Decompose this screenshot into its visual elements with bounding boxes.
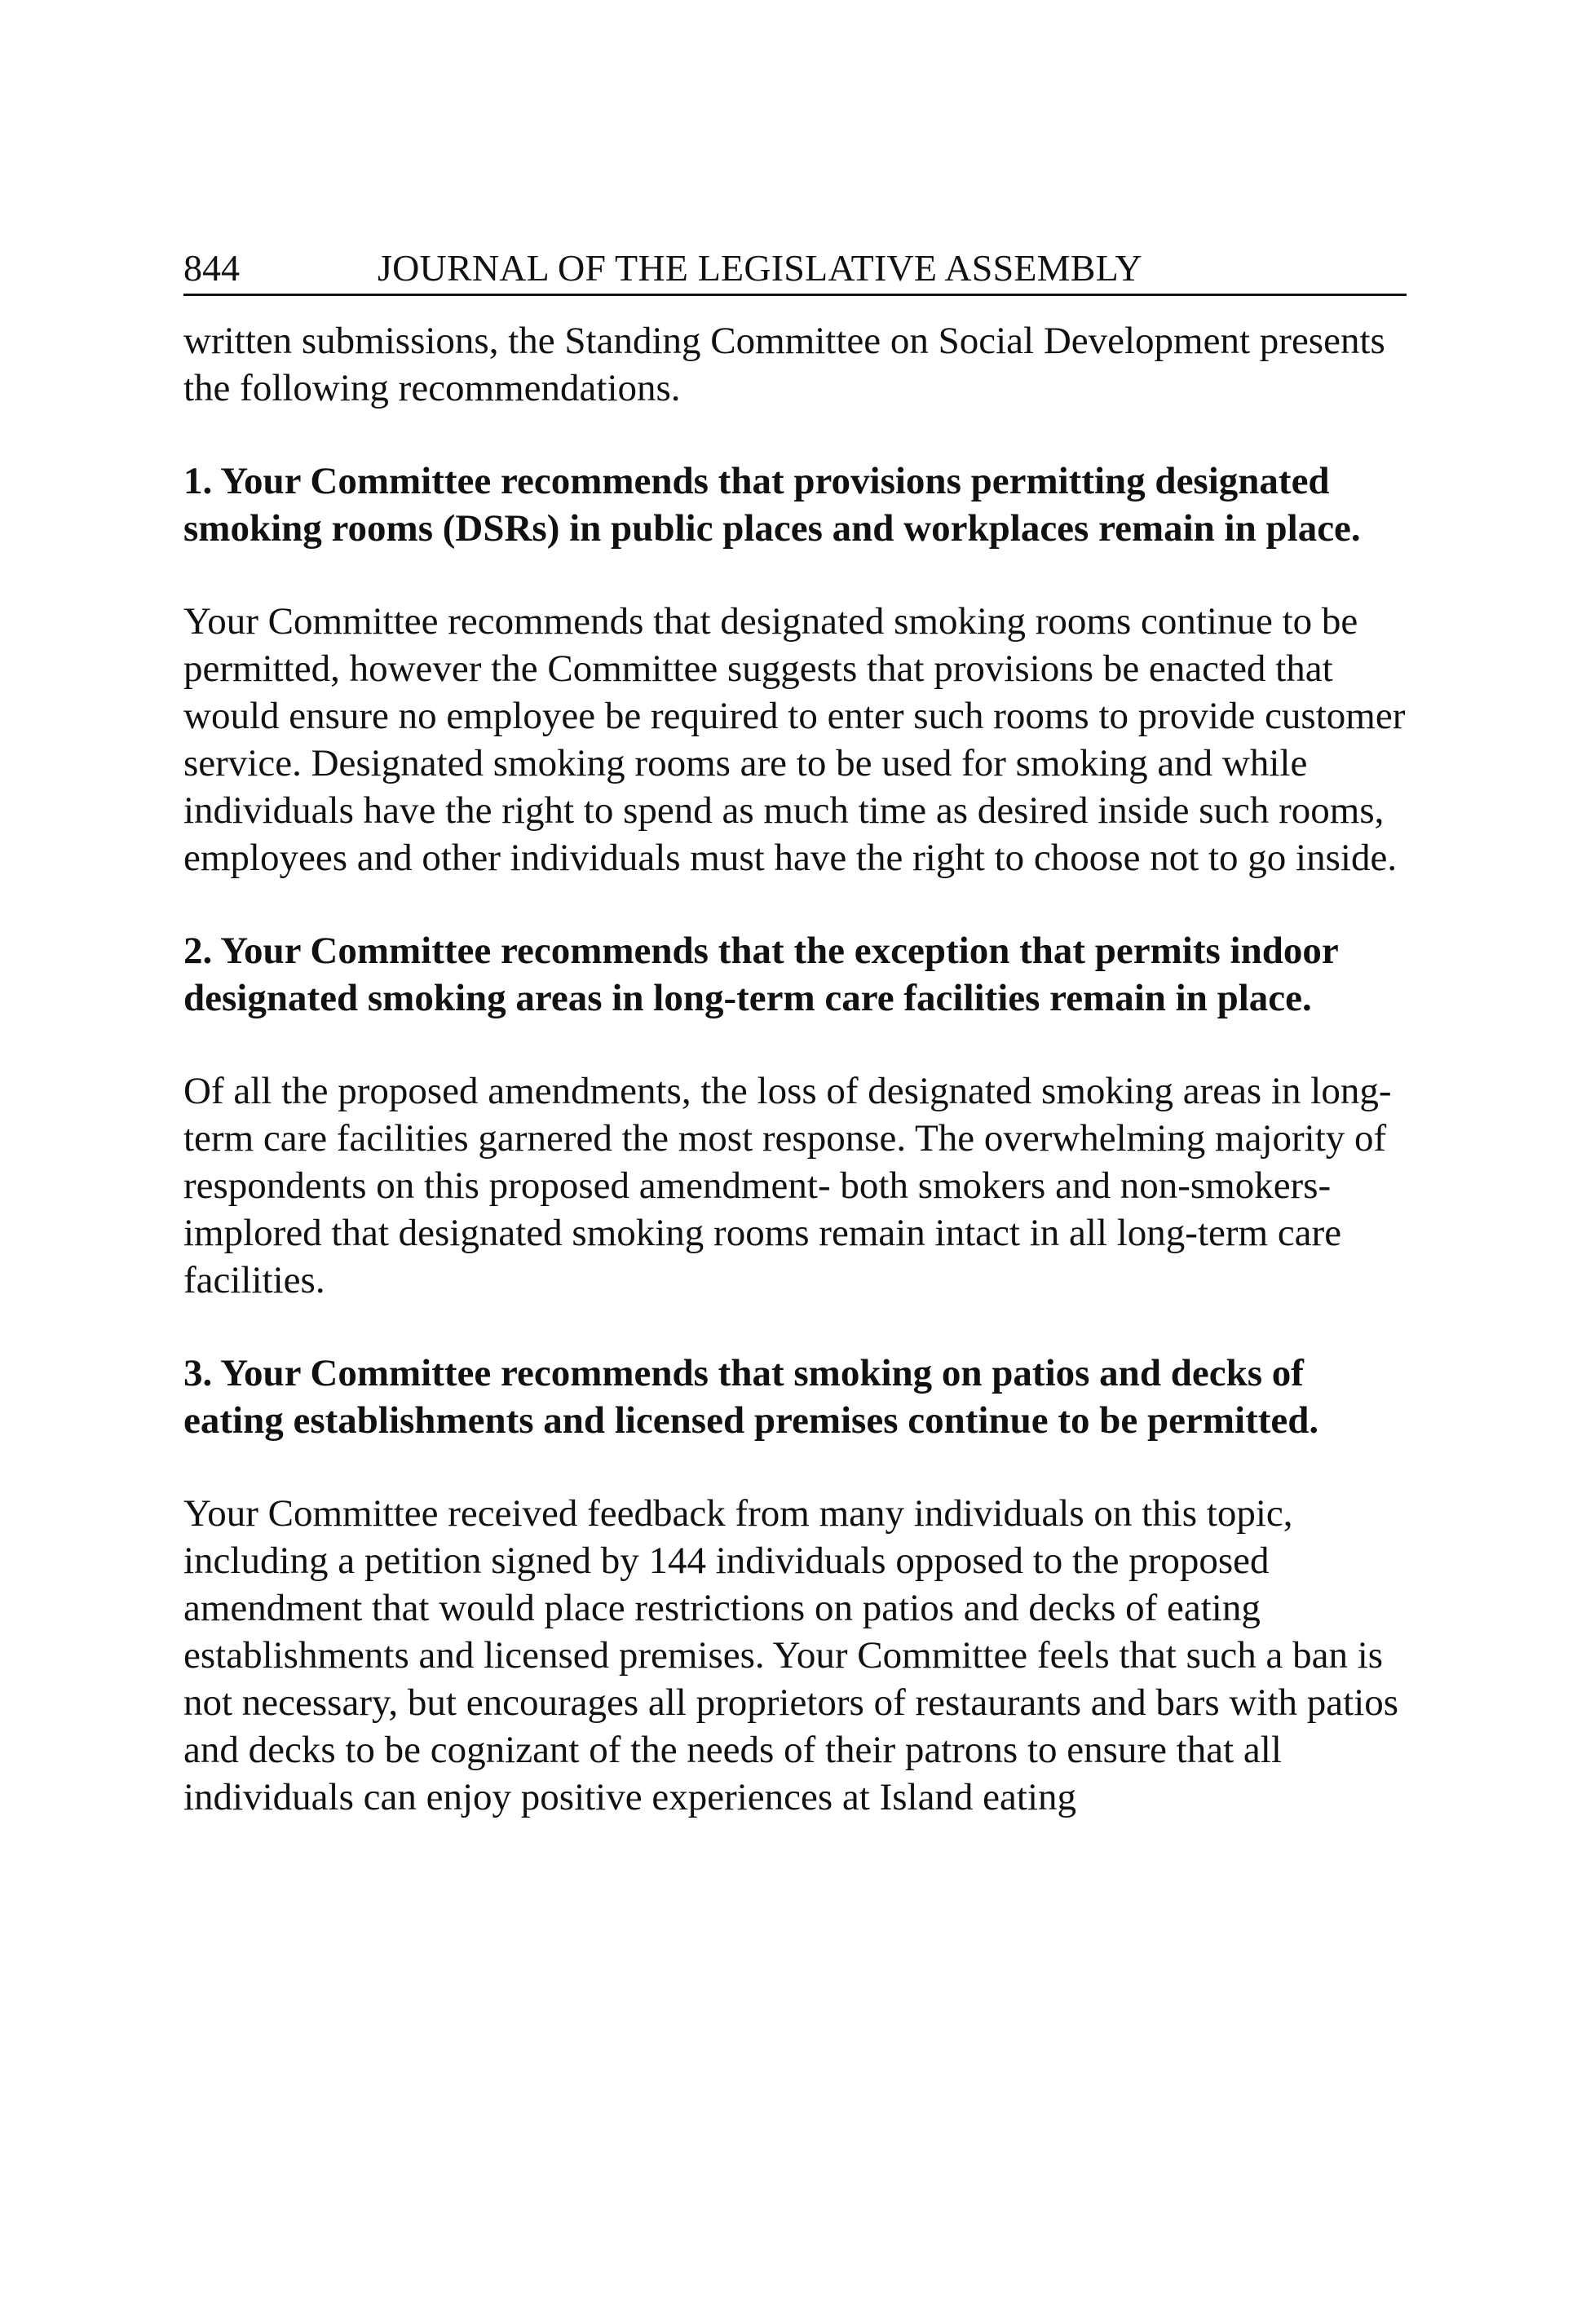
recommendation-heading: 3. Your Committee recommends that smoking on patios and decks of eating establishments and licensed premises continue to be permitted. (183, 1352, 1319, 1442)
recommendation-paragraph: Your Committee recommends that designated smoking rooms continue to be permitted, however the Committee suggests that provisions be enacted that would ensure no employee be required to enter such rooms to provide customer service. Designated smoking rooms are to be used for smoking and while individuals have the right to spend as much time as desired inside such rooms, employees and other individuals must have the right to choose not to go inside. (183, 600, 1406, 879)
running-header (183, 243, 1407, 296)
recommendation-3 (183, 1350, 1407, 1821)
recommendation-heading: 1. Your Committee recommends that provisions permitting designated smoking rooms (DSRs) in public places and workplaces remain in place. (183, 460, 1361, 550)
document-body (183, 317, 1407, 1821)
intro-paragraph: written submissions, the Standing Committee on Social Development presents the following recommendations. (183, 320, 1385, 409)
page-number: 844 (183, 247, 240, 289)
recommendation-2 (183, 927, 1407, 1304)
recommendation-1 (183, 457, 1407, 881)
recommendation-heading: 2. Your Committee recommends that the exception that permits indoor designated smoking areas in long-term care facilities remain in place. (183, 930, 1338, 1019)
journal-title: JOURNAL OF THE LEGISLATIVE ASSEMBLY (378, 247, 1142, 289)
document-page (183, 243, 1407, 1867)
recommendation-paragraph: Your Committee received feedback from many individuals on this topic, including a petition signed by 144 individuals opposed to the proposed amendment that would place restrictions on patios and decks of eating establishments and licensed premises. Your Committee feels that such a ban is not necessary, but encourages all proprietors of restaurants and bars with patios and decks to be cognizant of the needs of their patrons to ensure that all individuals can enjoy positive experiences at Island eating (183, 1492, 1399, 1818)
recommendation-paragraph: Of all the proposed amendments, the loss of designated smoking areas in long-term care facilities garnered the most response. The overwhelming majority of respondents on this proposed amendment- both smokers and non-smokers- implored that designated smoking rooms remain intact in all long-term care facilities. (183, 1070, 1392, 1301)
